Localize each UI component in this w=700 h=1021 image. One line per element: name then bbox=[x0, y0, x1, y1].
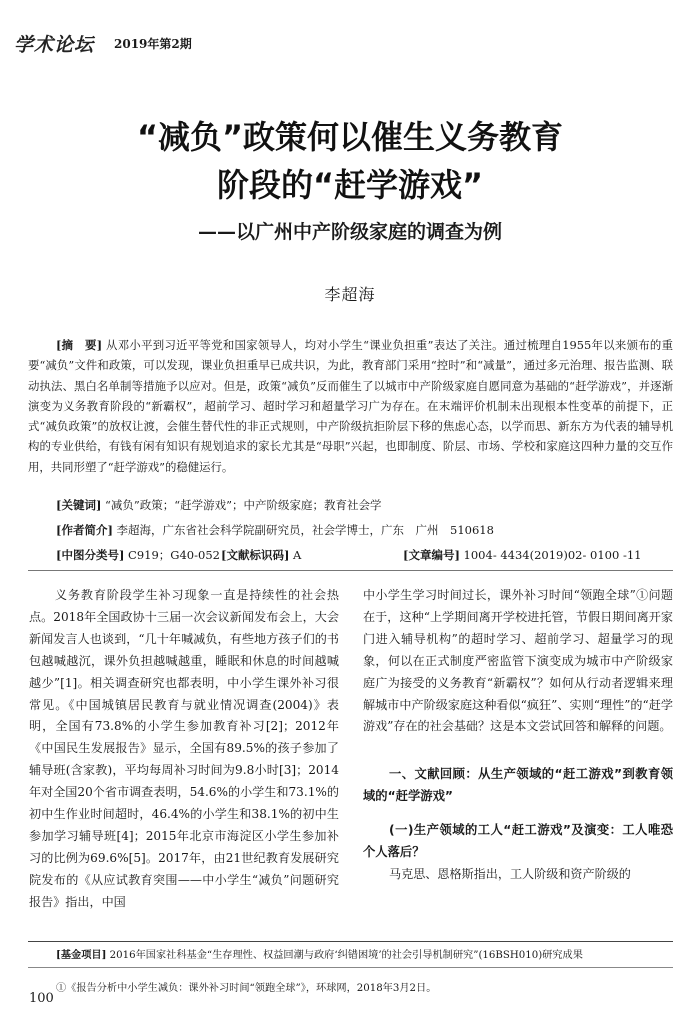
body-left-column: 义务教育阶段学生补习现象一直是持续性的社会热点。2018年全国政协十三届一次会议新闻发布会上，大会新闻发言人也谈到，“几十年喊减负，有些地方孩子们的书包越喊越沉，课外负担越喊越重，睡眠和休息的时间越喊越少”[1]。相关调查研究也都表明，中小学生课外补习很常见。《中国城镇居民教育与就业情况调查(2004)》表明，全国有73.8%的小学生参加教育补习[2]；2012年《中国民生发展报告》显示，全国有89.5%的孩子参加了辅导班(含家教)，平均每周补习时间为9.8小时[3]；2014年对全国20个省市调查表明，54.6%的小学生和73.1%的初中生作业时间超时，46.4%的小学生和38.1%的初中生参加学习辅导班[4]；2015年北京市海淀区小学生参加补习的比例为69.6%[5]。2017年，由21世纪教育发展研究院发布的《从应试教育突围——中小学生“减负”问题研究报告》指出，中国 bbox=[29, 588, 339, 909]
article-subtitle: ——以广州中产阶级家庭的调查为例 bbox=[197, 221, 502, 243]
funding-label: [基金项目] bbox=[56, 949, 107, 961]
keywords-line bbox=[56, 497, 382, 513]
doc-code-line bbox=[221, 547, 301, 563]
article-no-value: 1004- 4434(2019)02- 0100 -11 bbox=[463, 548, 642, 562]
abstract bbox=[28, 335, 673, 477]
article-title-line1: “减负”政策何以催生义务教育 bbox=[136, 118, 564, 156]
classification-line bbox=[56, 547, 220, 563]
footnote-1: ①《报告分析中小学生减负：课外补习时间“领跑全球”》，环球网，2018年3月2日。 bbox=[56, 983, 437, 994]
section-heading: 一、文献回顾：从生产领域的“赶工游戏”到教育领域的“赶学游戏” bbox=[363, 767, 673, 804]
journal-logo: 学术论坛 bbox=[14, 34, 95, 56]
doc-code-value: A bbox=[293, 548, 302, 562]
abstract-label: [摘 要] bbox=[56, 338, 103, 352]
doc-code-label: [文献标识码] bbox=[221, 548, 290, 562]
abstract-text: 从邓小平到习近平等党和国家领导人，均对小学生“课业负担重”表达了关注。通过梳理自1955年以来颁布的重要“减负”文件和政策，可以发现，课业负担重早已成共识，为此，教育部门采用“控时”和“减量”，通过多元治理、报告监测、联动执法、黑白名单制等措施予以应对。但是，政策“减负”反而催生了以城市中产阶级家庭自愿同意为基础的“赶学游戏”，并逐渐演变为义务教育阶段的“新霸权”，超前学习、超时学习和超量学习广为存在。在末端评价机制未出现根本性变革的前提下，正式“减负政策”的放权让渡，会催生替代性的非正式规则，中产阶级抗拒阶层下移的焦虑心态，以学而思、新东方为代表的辅导机构的专业供给，有钱有闲有知识有规划追求的家长尤其是“母职”兴起，也即制度、阶层、市场、学校和家庭这四种力量的交互作用，共同形塑了“赶学游戏”的稳健运行。 bbox=[28, 338, 674, 474]
body-right-paragraph-2: 马克思、恩格斯指出，工人阶级和资产阶级的 bbox=[389, 866, 631, 881]
article-author: 李超海 bbox=[324, 285, 376, 304]
funding-text: 2016年国家社科基金“生存理性、权益回潮与政府‘纠错困境’的社会引导机制研究”(16BSH010)研究成果 bbox=[109, 950, 583, 961]
author-info-label: [作者简介] bbox=[56, 523, 113, 537]
subsection-heading: (一)生产领域的工人“赶工游戏”及演变：工人唯恐个人落后？ bbox=[363, 823, 673, 860]
clc-label: [中图分类号] bbox=[56, 548, 125, 562]
keywords: “减负”政策；“赶学游戏”；中产阶级家庭；教育社会学 bbox=[105, 498, 382, 512]
keywords-label: [关键词] bbox=[56, 498, 102, 512]
body-right-paragraph: 中小学生学习时间过长，课外补习时间“领跑全球”①问题在于，这种“上学期间离开学校进托管，节假日期间离开家门进入辅导机构”的超时学习、超前学习、超量学习的现象，何以在正式制度严密监管下演变成为城市中产阶级家庭广为接受的义务教育“新霸权”？如何从行动者逻辑来理解城市中产阶级家庭这种看似“疯狂”、实则“理性”的“赶学游戏”存在的社会基础？这是本文尝试回答和解释的问题。 bbox=[363, 588, 673, 734]
article-no-label: [文章编号] bbox=[403, 548, 460, 562]
author-info-line bbox=[56, 522, 494, 538]
journal-issue: 2019年第2期 bbox=[114, 37, 192, 51]
abstract-divider bbox=[28, 570, 673, 571]
article-no-line bbox=[403, 547, 641, 563]
author-info: 李超海，广东省社会科学院副研究员，社会学博士，广东 广州 510618 bbox=[116, 523, 494, 537]
body-right-column bbox=[363, 585, 673, 886]
clc-value: C919；G40-052 bbox=[128, 548, 220, 562]
page-number: 100 bbox=[29, 991, 54, 1006]
footer-divider bbox=[28, 941, 673, 942]
article-title-line2: 阶段的“赶学游戏” bbox=[216, 166, 484, 204]
funding-note bbox=[56, 946, 583, 961]
footnote-divider bbox=[28, 967, 673, 968]
